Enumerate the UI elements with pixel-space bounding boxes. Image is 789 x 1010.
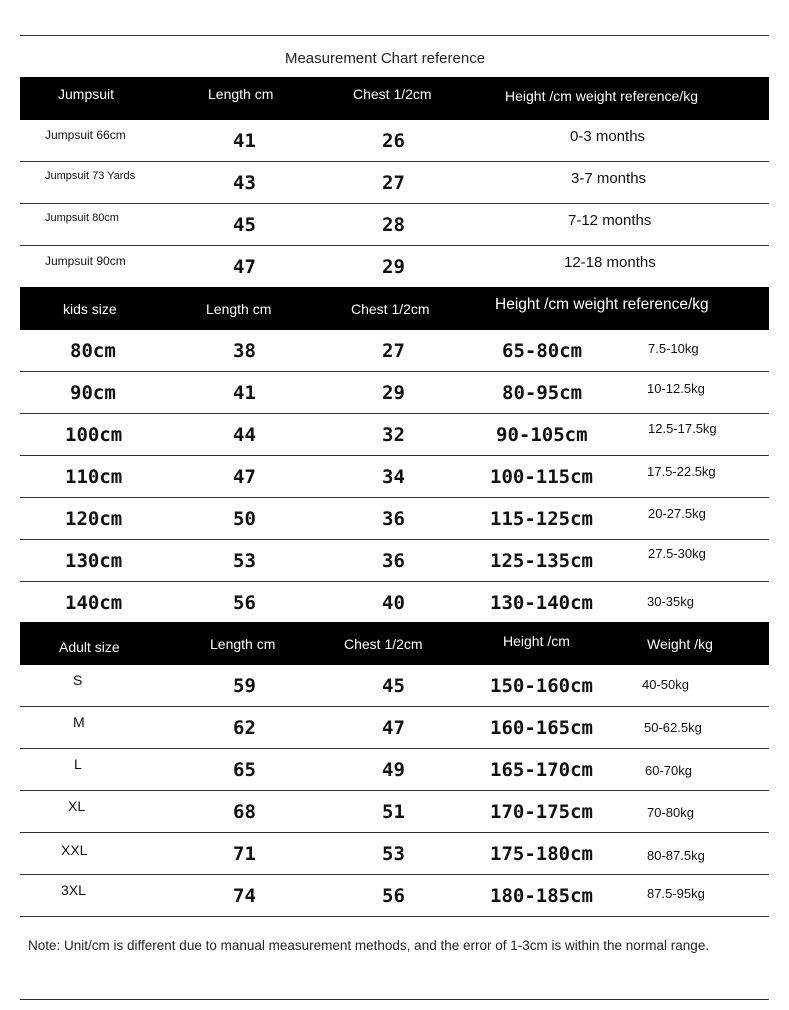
height-range: 100-115cm [490,466,593,488]
length-value: 56 [233,592,256,614]
adult-header-length: Length cm [210,635,276,652]
age-range: 0-3 months [570,128,646,145]
weight-range: 30-35kg [647,594,694,609]
height-range: 125-135cm [490,550,593,572]
weight-range: 70-80kg [647,805,694,820]
weight-range: 80-87.5kg [647,848,705,863]
table-row [20,707,769,749]
height-range: 180-185cm [490,885,593,907]
table-row [20,498,769,540]
jumpsuit-header-height: Height /cm weight reference/kg [505,88,698,105]
table-row [20,875,769,917]
adult-header-weight: Weight /kg [647,635,713,652]
table-row [20,246,769,288]
table-row [20,540,769,582]
kids-header-chest: Chest 1/2cm [351,300,430,317]
jumpsuit-size: Jumpsuit 80cm [45,212,119,224]
length-value: 43 [233,172,256,194]
bottom-rule [20,999,769,1000]
height-range: 80-95cm [502,382,583,404]
length-value: 71 [233,843,256,865]
table-row [20,330,769,372]
length-value: 45 [233,214,256,236]
adult-header-size: Adult size [59,638,120,655]
length-value: 62 [233,717,256,739]
kids-size: 140cm [65,592,123,614]
kids-size: 80cm [70,340,116,362]
kids-size: 120cm [65,508,123,530]
table-row [20,456,769,498]
height-range: 170-175cm [490,801,593,823]
height-range: 130-140cm [490,592,593,614]
weight-range: 40-50kg [642,677,689,692]
length-value: 38 [233,340,256,362]
adult-size: XL [68,798,86,814]
table-row [20,665,769,707]
jumpsuit-header-name: Jumpsuit [58,86,115,103]
chest-value: 27 [382,172,405,194]
kids-header-height: Height /cm weight reference/kg [495,296,709,314]
length-value: 50 [233,508,256,530]
chest-value: 28 [382,214,405,236]
age-range: 12-18 months [564,254,656,271]
chest-value: 27 [382,340,405,362]
adult-size: S [73,672,83,688]
length-value: 41 [233,382,256,404]
jumpsuit-size: Jumpsuit 90cm [45,254,126,268]
adult-size: XXL [61,842,88,858]
kids-size: 110cm [65,466,123,488]
chest-value: 40 [382,592,405,614]
kids-size: 100cm [65,424,123,446]
length-value: 44 [233,424,256,446]
adult-size: L [74,756,82,772]
table-row [20,833,769,875]
length-value: 68 [233,801,256,823]
weight-range: 7.5-10kg [648,341,699,356]
chest-value: 56 [382,885,405,907]
height-range: 65-80cm [502,340,583,362]
length-value: 53 [233,550,256,572]
kids-header-length: Length cm [206,300,272,317]
table-row [20,372,769,414]
weight-range: 60-70kg [645,763,692,778]
height-range: 90-105cm [496,424,588,446]
length-value: 65 [233,759,256,781]
weight-range: 50-62.5kg [644,720,702,735]
jumpsuit-header-chest: Chest 1/2cm [353,86,432,103]
chest-value: 29 [382,382,405,404]
chest-value: 49 [382,759,405,781]
table-row [20,791,769,833]
chest-value: 36 [382,508,405,530]
chest-value: 34 [382,466,405,488]
height-range: 115-125cm [490,508,593,530]
height-range: 175-180cm [490,843,593,865]
chest-value: 53 [382,843,405,865]
length-value: 59 [233,675,256,697]
height-range: 160-165cm [490,717,593,739]
table-row [20,414,769,456]
length-value: 47 [233,466,256,488]
measurement-note: Note: Unit/cm is different due to manual measurement methods, and the error of 1-3cm is within the normal range. [28,938,710,953]
adult-header-chest: Chest 1/2cm [344,635,423,652]
chest-value: 26 [382,130,405,152]
age-range: 7-12 months [568,212,652,229]
weight-range: 20-27.5kg [648,506,706,521]
table-row [20,120,769,162]
age-range: 3-7 months [571,170,647,187]
kids-size: 90cm [70,382,116,404]
chest-value: 29 [382,256,405,278]
top-rule [20,35,769,36]
weight-range: 87.5-95kg [647,886,705,901]
length-value: 74 [233,885,256,907]
chart-title: Measurement Chart reference [284,50,486,67]
jumpsuit-size: Jumpsuit 73 Yards [45,170,136,182]
weight-range: 10-12.5kg [647,381,705,396]
kids-header [20,287,769,330]
adult-header-height: Height /cm [503,633,570,650]
table-row [20,162,769,204]
table-row [20,204,769,246]
kids-size: 130cm [65,550,123,572]
chest-value: 45 [382,675,405,697]
height-range: 150-160cm [490,675,593,697]
kids-header-size: kids size [63,300,117,317]
jumpsuit-header-length: Length cm [208,86,274,103]
height-range: 165-170cm [490,759,593,781]
length-value: 47 [233,256,256,278]
jumpsuit-header [20,77,769,120]
chest-value: 47 [382,717,405,739]
table-row [20,582,769,623]
table-row [20,749,769,791]
jumpsuit-size: Jumpsuit 66cm [45,128,126,142]
chest-value: 32 [382,424,405,446]
weight-range: 27.5-30kg [648,546,706,561]
adult-size: M [73,714,85,730]
length-value: 41 [233,130,256,152]
chest-value: 51 [382,801,405,823]
adult-size: 3XL [61,882,86,898]
adult-header [20,622,769,665]
weight-range: 17.5-22.5kg [647,464,716,479]
weight-range: 12.5-17.5kg [648,421,717,436]
chest-value: 36 [382,550,405,572]
